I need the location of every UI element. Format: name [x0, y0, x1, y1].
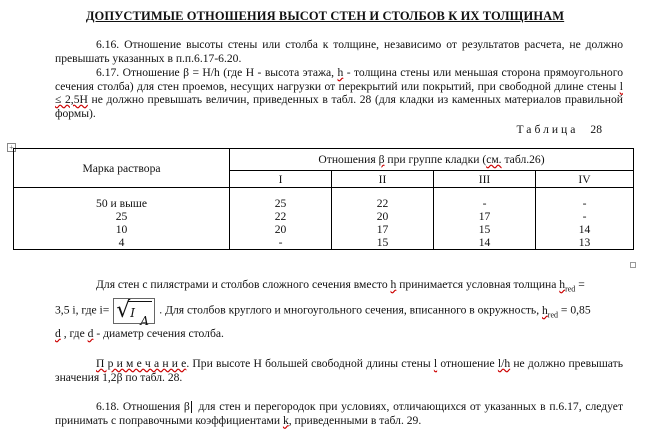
p618-text-b: для стен и перегородок при условиях, отличающихся от указанных в п.6.17, следует принимать с поправочными коэффициентами — [55, 400, 624, 427]
paragraph-note — [55, 357, 623, 384]
table-row — [14, 210, 634, 223]
cell-value: 15 — [332, 236, 434, 250]
group-III: III — [434, 171, 536, 188]
cell-value: 15 — [434, 223, 536, 236]
group-header-sm: см. — [486, 153, 502, 166]
p617-text-a: 6.17. Отношение β = H/h (где H - высота этажа, — [96, 66, 338, 79]
table-caption — [517, 123, 602, 136]
paragraph-pilaster — [55, 278, 623, 296]
hred2-h: h — [542, 303, 548, 317]
cell-value: 20 — [230, 223, 332, 236]
header-group — [230, 149, 634, 171]
table-row — [14, 223, 634, 236]
table-move-handle[interactable]: + — [7, 143, 16, 152]
paragraph-6-17 — [55, 66, 623, 120]
pilaster-d2: d — [87, 327, 94, 340]
pilaster-d: d — [55, 327, 61, 340]
text-cursor — [191, 401, 192, 413]
radius-formula[interactable] — [113, 298, 155, 328]
cell-grade: 25 — [14, 210, 230, 223]
note-lh: l/h — [497, 357, 511, 370]
cell-value: 20 — [332, 210, 434, 223]
cell-value: - — [230, 236, 332, 250]
paragraph-6-16: 6.16. Отношение высоты стены или столба к толщине, независимо от результатов расчета, не должно превышать указанных в п.п.6.17-6.20. — [55, 38, 623, 65]
cell-grade: 50 и выше — [14, 188, 230, 211]
p618-text-c: , приведенными в табл. 29. — [288, 413, 422, 427]
cell-value: 14 — [434, 236, 536, 250]
pilaster-text-i: - диаметр сечения столба. — [93, 327, 224, 340]
cell-value: - — [536, 188, 634, 211]
paragraph-formula-line — [55, 298, 623, 327]
hred-sub: red — [565, 284, 576, 294]
pilaster-text-h2: , где — [60, 327, 88, 340]
pilaster-text-e: . Для столбов круглого и многоугольного сечения, вписанного в окружность, — [159, 303, 542, 317]
pilaster-h: h — [390, 278, 397, 291]
table-row — [14, 188, 634, 211]
note-label: П р и м е ч а н и е — [96, 357, 187, 370]
formula-denominator: A — [140, 314, 149, 328]
pilaster-text-a: Для стен с пилястрами и столбов сложного сечения вместо — [96, 278, 391, 291]
hred-h: h — [559, 278, 566, 291]
group-I: I — [230, 171, 332, 188]
paragraph-diameter — [55, 327, 623, 341]
header-mark: Марка раствора — [14, 149, 230, 188]
table-caption-label: Таблица — [516, 123, 579, 136]
cell-value: 14 — [536, 223, 634, 236]
p617-text-b: - толщина стены или меньшая сторона прямоугольного сечения столба) для стен проемов, несущих нагрузки от перекрытий или покрытий, при свободной длине стены — [55, 66, 623, 93]
paragraph-6-18 — [55, 400, 623, 427]
p617-l-condition: l ≤ 2,5H — [55, 79, 623, 106]
cell-value: - — [434, 188, 536, 211]
cell-value: 13 — [536, 236, 634, 250]
table-28 — [13, 148, 634, 250]
group-header-text-b: при группе кладки ( — [384, 153, 487, 166]
table-resize-handle[interactable] — [630, 262, 636, 268]
note-text-b: отношение — [437, 357, 498, 370]
table-row — [14, 236, 634, 250]
document-title: ДОПУСТИМЫЕ ОТНОШЕНИЯ ВЫСОТ СТЕН И СТОЛБОВ К ИХ ТОЛЩИНАМ — [85, 9, 565, 23]
cell-value: - — [536, 210, 634, 223]
note-l: l — [433, 357, 438, 370]
p618-k: k — [282, 413, 289, 427]
cell-value: 25 — [230, 188, 332, 211]
cell-value: 22 — [230, 210, 332, 223]
pilaster-text-c: = — [575, 278, 585, 291]
pilaster-text-f: = 0,85 — [558, 303, 591, 317]
p617-h: h — [337, 66, 344, 79]
group-header-beta: β — [378, 153, 385, 166]
group-header-text-a: Отношения — [318, 153, 379, 166]
pilaster-text-b: принимается условная толщина — [396, 278, 560, 291]
pilaster-hred2 — [542, 304, 558, 317]
cell-grade: 4 — [14, 236, 230, 250]
group-IV: IV — [536, 171, 634, 188]
cell-grade: 10 — [14, 223, 230, 236]
table-caption-number: 28 — [590, 123, 602, 136]
pilaster-hred — [559, 278, 576, 294]
cell-value: 17 — [434, 210, 536, 223]
p617-text-c: не должно превышать величин, приведенных в табл. 28 (для кладки из каменных материалов правильной формы). — [55, 93, 623, 120]
hred2-sub: red — [547, 309, 559, 319]
group-II: II — [332, 171, 434, 188]
note-text-a: . При высоте Н большей свободной длины стены — [186, 357, 434, 370]
cell-value: 22 — [332, 188, 434, 211]
table-header-row — [14, 149, 634, 171]
sqrt-icon: √ — [116, 298, 131, 323]
group-header-text-c: табл.26) — [501, 153, 545, 166]
note-text-c: не должно превышать значения 1,2β по табл. 28. — [55, 357, 624, 384]
formula-numerator: I — [130, 306, 136, 320]
p618-text-a: 6.18. Отношения β — [96, 400, 190, 413]
pilaster-text-d: 3,5 i, где i= — [55, 303, 110, 317]
cell-value: 17 — [332, 223, 434, 236]
